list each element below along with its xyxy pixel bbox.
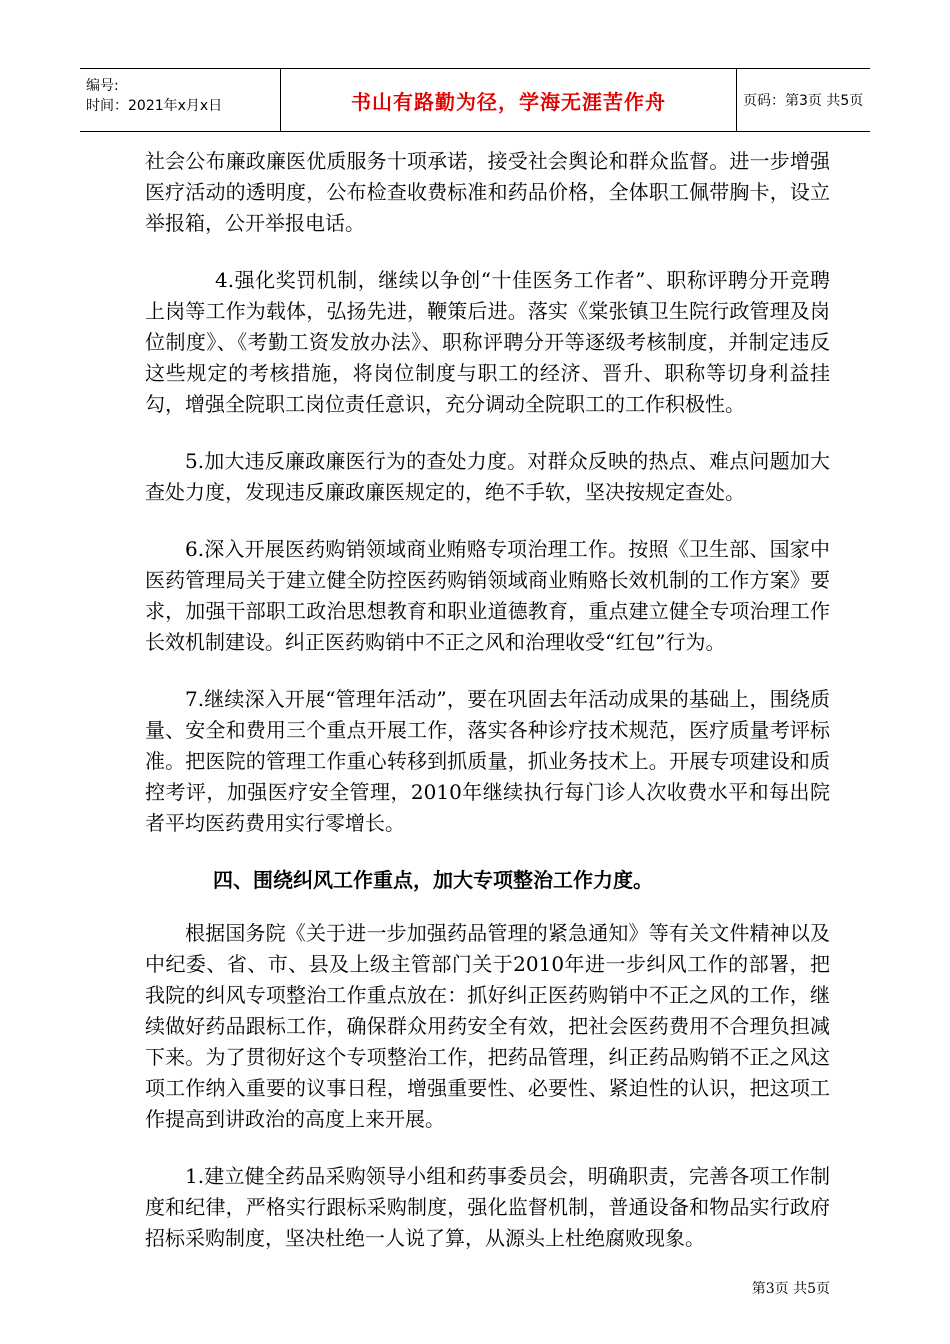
section-heading: 四、围绕纠风工作重点，加大专项整治工作力度。 <box>213 868 653 892</box>
page-header <box>80 68 870 132</box>
document-number-label: 编号: <box>86 78 119 94</box>
paragraph: 1.建立健全药品采购领导小组和药事委员会，明确职责，完善各项工作制度和纪律，严格实行跟标采购制度，强化监督机制，普通设备和物品实行政府招标采购制度，坚决杜绝一人说了算，从源头上杜绝腐败现象。 <box>145 1164 830 1250</box>
paragraph: 4.强化奖罚机制，继续以争创“十佳医务工作者”、职称评聘分开竞聘上岗等工作为载体，弘扬先进，鞭策后进。落实《棠张镇卫生院行政管理及岗位制度》、《考勤工资发放办法》、职称评聘分开等逐级考核制度，并制定违反这些规定的考核措施，将岗位制度与职工的经济、晋升、职称等切身利益挂勾，增强全院职工岗位责任意识，充分调动全院职工的工作积极性。 <box>145 268 830 416</box>
paragraph: 根据国务院《关于进一步加强药品管理的紧急通知》等有关文件精神以及中纪委、省、市、县及上级主管部门关于2010年进一步纠风工作的部署，把我院的纠风专项整治工作重点放在：抓好纠正医药购销中不正之风的工作，继续做好药品跟标工作，确保群众用药安全有效，把社会医药费用不合理负担减下来。为了贯彻好这个专项整治工作，把药品管理，纠正药品购销不正之风这项工作纳入重要的议事日程，增强重要性、必要性、紧迫性的认识，把这项工作提高到讲政治的高度上来开展。 <box>145 921 830 1131</box>
document-date-label: 时间：2021年x月x日 <box>86 98 223 114</box>
header-motto-cell <box>280 69 737 131</box>
document-body <box>145 146 830 1280</box>
header-meta <box>80 69 280 131</box>
page-footer: 第3页 共5页 <box>751 1281 830 1297</box>
paragraph: 社会公布廉政廉医优质服务十项承诺，接受社会舆论和群众监督。进一步增强医疗活动的透明度，公布检查收费标准和药品价格，全体职工佩带胸卡，设立举报箱，公开举报电话。 <box>145 149 830 235</box>
paragraph: 7.继续深入开展“管理年活动”，要在巩固去年活动成果的基础上，围绕质量、安全和费用三个重点开展工作，落实各种诊疗技术规范，医疗质量考评标准。把医院的管理工作重心转移到抓质量，抓业务技术上。开展专项建设和质控考评，加强医疗安全管理，2010年继续执行每门诊人次收费水平和每出院者平均医药费用实行零增长。 <box>145 687 830 835</box>
header-motto: 书山有路勤为径，学海无涯苦作舟 <box>351 89 666 114</box>
header-page-cell <box>735 69 870 131</box>
header-page-info: 页码：第3页 共5页 <box>743 93 864 109</box>
paragraph: 5.加大违反廉政廉医行为的查处力度。对群众反映的热点、难点问题加大查处力度，发现违反廉政廉医规定的，绝不手软，坚决按规定查处。 <box>145 449 830 504</box>
paragraph: 6.深入开展医药购销领域商业贿赂专项治理工作。按照《卫生部、国家中医药管理局关于建立健全防控医药购销领域商业贿赂长效机制的工作方案》要求，加强干部职工政治思想教育和职业道德教育，重点建立健全专项治理工作长效机制建设。纠正医药购销中不正之风和治理收受“红包”行为。 <box>145 537 830 654</box>
